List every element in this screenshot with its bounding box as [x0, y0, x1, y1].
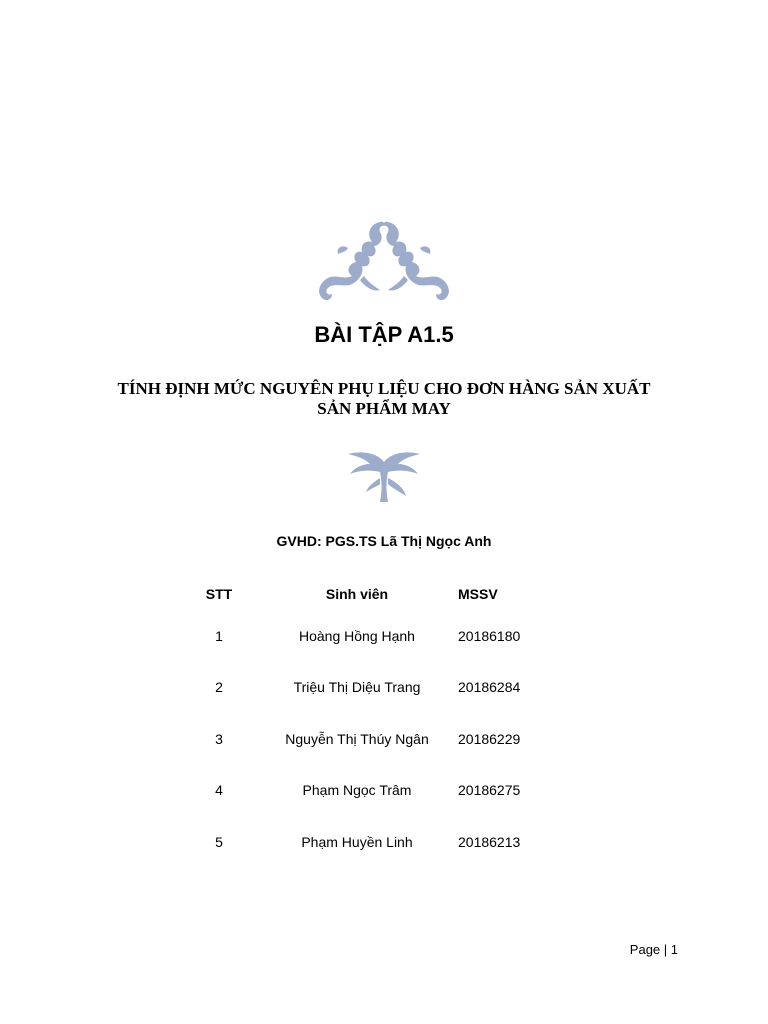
cell-stt: 5 — [215, 833, 223, 850]
header-stt: STT — [205, 586, 233, 602]
table-header-row — [180, 578, 568, 610]
table-row — [180, 816, 568, 868]
cell-mssv: 20186284 — [458, 679, 521, 696]
header-mssv: MSSV — [458, 586, 498, 602]
cell-mssv: 20186213 — [458, 833, 521, 850]
cell-stt: 4 — [215, 782, 223, 799]
cell-stt: 2 — [215, 679, 223, 696]
leaf-ornament-icon — [342, 448, 426, 504]
header-student: Sinh viên — [325, 586, 389, 602]
document-subtitle — [90, 379, 678, 419]
subtitle-line-1: TÍNH ĐỊNH MỨC NGUYÊN PHỤ LIỆU CHO ĐƠN HÀNG SẢN XUẤT — [117, 379, 651, 398]
cell-mssv: 20186275 — [458, 782, 521, 799]
supervisor-line: GVHD: PGS.TS Lã Thị Ngọc Anh — [276, 533, 492, 549]
cell-student: Phạm Huyền Linh — [301, 833, 413, 850]
cell-student: Hoàng Hồng Hạnh — [299, 627, 415, 644]
cell-student: Nguyễn Thị Thúy Ngân — [285, 730, 429, 747]
cell-mssv: 20186229 — [458, 730, 521, 747]
floral-flourish-icon — [308, 218, 460, 304]
table-row — [180, 713, 568, 765]
subtitle-line-2: SẢN PHẨM MAY — [317, 399, 451, 418]
table-row — [180, 662, 568, 714]
student-table — [180, 578, 568, 868]
cell-stt: 1 — [215, 627, 223, 644]
table-row — [180, 765, 568, 817]
cell-mssv: 20186180 — [458, 627, 521, 644]
page-number-footer: Page | 1 — [629, 942, 678, 957]
document-title: BÀI TẬP A1.5 — [314, 322, 454, 347]
cell-student: Phạm Ngọc Trâm — [302, 782, 412, 799]
cell-student: Triệu Thị Diệu Trang — [293, 679, 421, 696]
table-row — [180, 610, 568, 662]
cell-stt: 3 — [215, 730, 223, 747]
